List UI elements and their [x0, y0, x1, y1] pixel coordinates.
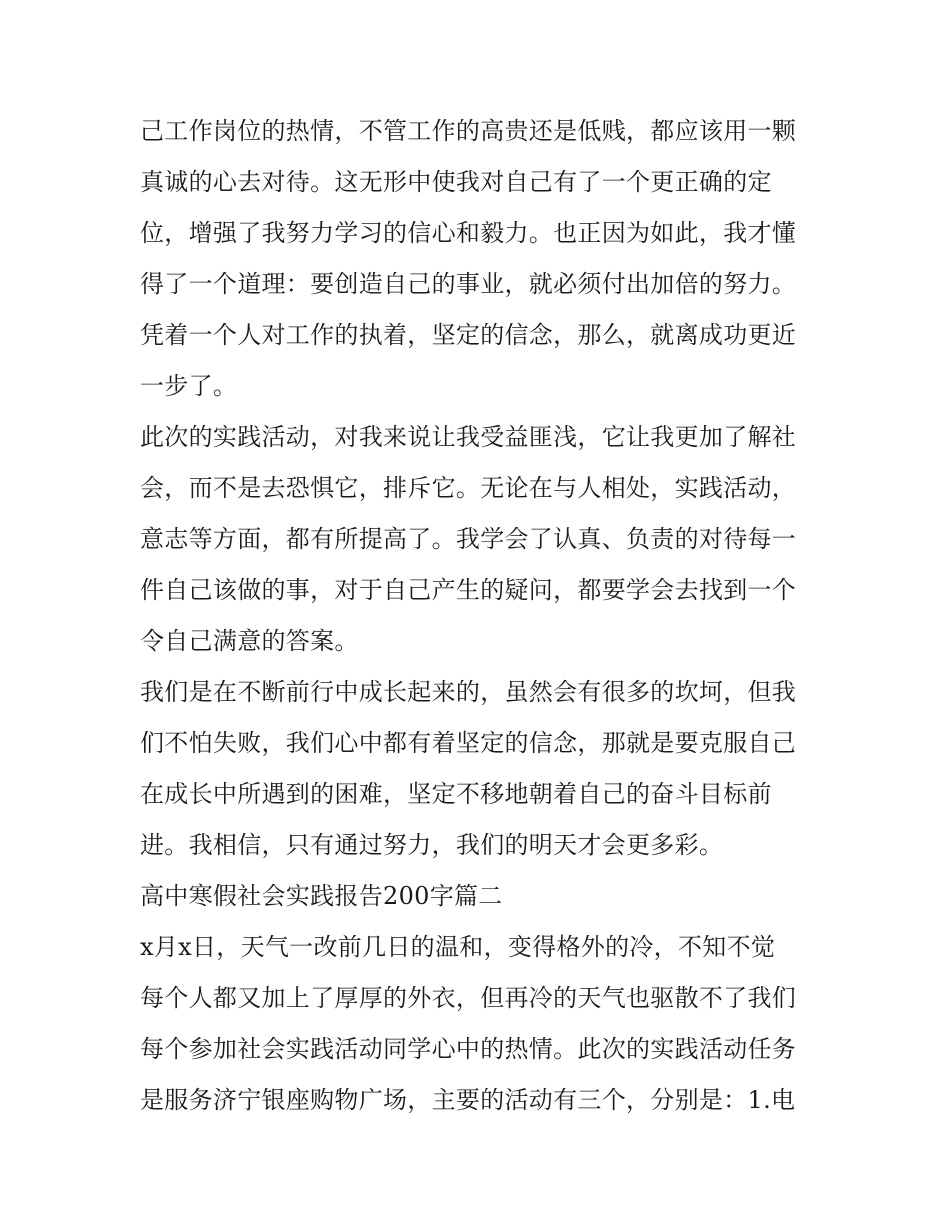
text-line: 凭着一个人对工作的执着，坚定的信念，那么，就离成功更近 [140, 321, 797, 349]
text-line: 意志等方面，都有所提高了。我学会了认真、负责的对待每一 [140, 525, 797, 553]
text-line: 我们是在不断前行中成长起来的，虽然会有很多的坎坷，但我 [140, 678, 797, 706]
text-line: 件自己该做的事，对于自己产生的疑问，都要学会去找到一个 [140, 576, 797, 604]
text-line: 会，而不是去恐惧它，排斥它。无论在与人相处，实践活动， [140, 474, 797, 502]
text-line: 得了一个道理：要创造自己的事业，就必须付出加倍的努力。 [140, 270, 797, 298]
text-line: 位，增强了我努力学习的信心和毅力。也正因为如此，我才懂 [140, 219, 797, 247]
text-line: 们不怕失败，我们心中都有着坚定的信念，那就是要克服自己 [140, 729, 797, 757]
text-line: 在成长中所遇到的困难，坚定不移地朝着自己的奋斗目标前 [140, 780, 772, 808]
text-line: 每个人都又加上了厚厚的外衣，但再冷的天气也驱散不了我们 [140, 984, 797, 1012]
document-body [140, 106, 830, 1126]
text-line: 己工作岗位的热情，不管工作的高贵还是低贱，都应该用一颗 [140, 117, 797, 145]
section-heading: 高中寒假社会实践报告200字篇二 [140, 882, 503, 910]
text-line: 此次的实践活动，对我来说让我受益匪浅，它让我更加了解社 [140, 423, 797, 451]
text-line: 真诚的心去对待。这无形中使我对自己有了一个更正确的定 [140, 168, 772, 196]
text-line: 每个参加社会实践活动同学心中的热情。此次的实践活动任务 [140, 1035, 797, 1063]
text-line: 令自己满意的答案。 [140, 627, 359, 655]
text-line: 一步了。 [140, 372, 238, 400]
text-line: 进。我相信，只有通过努力，我们的明天才会更多彩。 [140, 831, 724, 859]
text-line: 是服务济宁银座购物广场，主要的活动有三个，分别是：1.电 [140, 1086, 796, 1114]
text-line: x月x日，天气一改前几日的温和，变得格外的冷，不知不觉 [140, 933, 776, 961]
